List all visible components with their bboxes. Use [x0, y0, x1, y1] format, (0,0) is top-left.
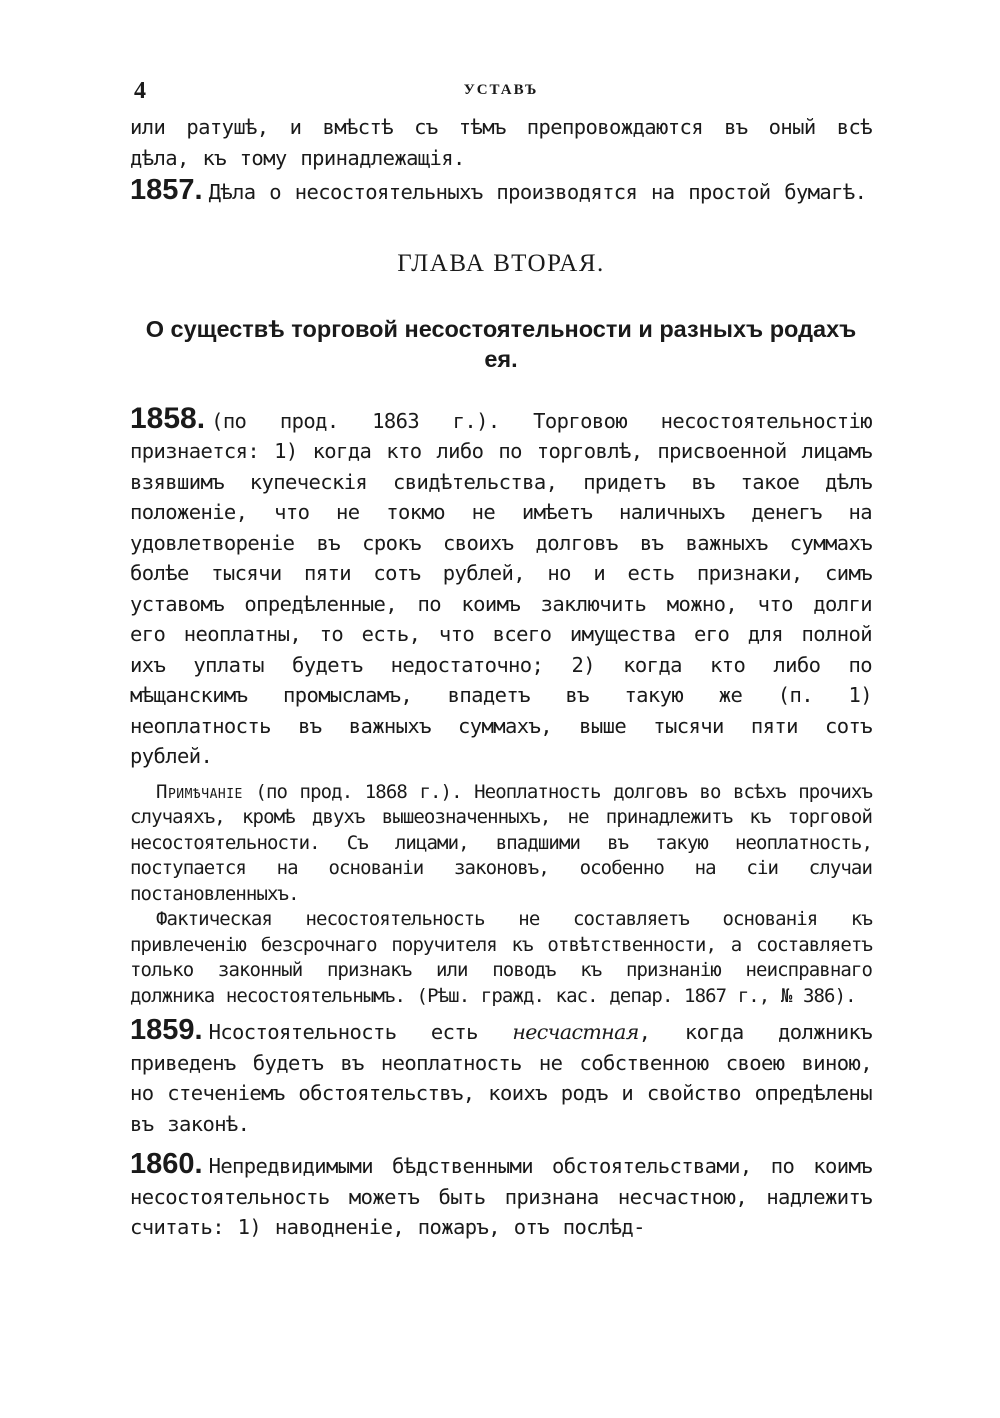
book-page: [130, 78, 872, 1243]
note-text: (по прод. 1868 г.). Неоплатность долговъ во всѣхъ прочихъ случаяхъ, кромѣ двухъ вышеозначенныхъ, не принадлежитъ къ торговой несостоятельности. Съ лицами, впадшими въ такую неоплатность, поступается на основаніи законовъ, особенно на сіи случаи постановленныхъ.: [130, 780, 872, 905]
article-1859: [130, 1015, 872, 1139]
article-text-continued: , когда должникъ приведенъ будетъ въ неоплатность не собственною своею виною, но стеченіемъ обстоятельствъ, коихъ родъ и свойство опредѣлены въ законѣ.: [130, 1020, 873, 1136]
court-ruling: Фактическая несостоятельность не составляетъ основанія къ привлеченію безсрочнаго поручителя къ отвѣтственности, а составляетъ только законный признакъ или поводъ къ признанію неисправнаго должника несостоятельнымъ. (Рѣш. гражд. кас. депар. 1867 г., № 386).: [130, 908, 872, 1007]
page-number: 4: [134, 78, 146, 104]
article-text: Дѣла о несостоятельныхъ производятся на простой бумагѣ.: [208, 180, 867, 204]
article-number: 1857.: [130, 174, 203, 206]
article-text: Непредвидимыми бѣдственными обстоятельствами, по коимъ несостоятельность можетъ быть признана несчастною, надлежитъ считать: 1) наводненіе, пожаръ, отъ послѣд-: [130, 1154, 872, 1239]
intro-paragraph: или ратушѣ, и вмѣстѣ съ тѣмъ препровождаются въ оный всѣ дѣла, къ тому принадлежащія.: [130, 115, 872, 170]
article-text: Нсостоятельность есть: [208, 1020, 478, 1044]
running-title: УСТАВЪ: [463, 82, 539, 98]
note-1858: [130, 780, 872, 908]
article-number: 1859.: [130, 1014, 203, 1046]
article-number: 1860.: [130, 1148, 203, 1180]
chapter-title: ГЛАВА ВТОРАЯ.: [397, 249, 605, 277]
article-italic-term: несчастная: [512, 1020, 639, 1044]
note-label: Примѣчаніе: [156, 780, 243, 803]
article-1860: [130, 1149, 872, 1243]
article-1858: [130, 401, 872, 772]
article-number: 1858.: [130, 401, 206, 435]
chapter-subtitle: О существѣ торговой несостоятельности и разныхъ родахъ ея.: [145, 315, 857, 372]
article-1857: [130, 175, 872, 208]
page-header: [130, 78, 872, 112]
article-text: (по прод. 1863 г.). Торговою несостоятельностію признается: 1) когда кто либо по торговлѣ, присвоенной лицамъ взявшимъ купеческія свидѣтельства, придетъ въ такое дѣлъ положеніе, что не токмо не имѣетъ наличныхъ денегъ на удовлетвореніе въ срокъ своихъ долговъ въ важныхъ суммахъ болѣе тысячи пяти сотъ рублей, но и есть признаки, симъ уставомъ опредѣленные, по коимъ заключить можно, что долги его неоплатны, то есть, что всего имущества его для полной ихъ уплаты будетъ недостаточно; 2) когда кто либо по мѣщанскимъ промысламъ, впадетъ въ такую же (п. 1) неоплатность въ важныхъ суммахъ, выше тысячи пяти сотъ рублей.: [130, 408, 872, 768]
